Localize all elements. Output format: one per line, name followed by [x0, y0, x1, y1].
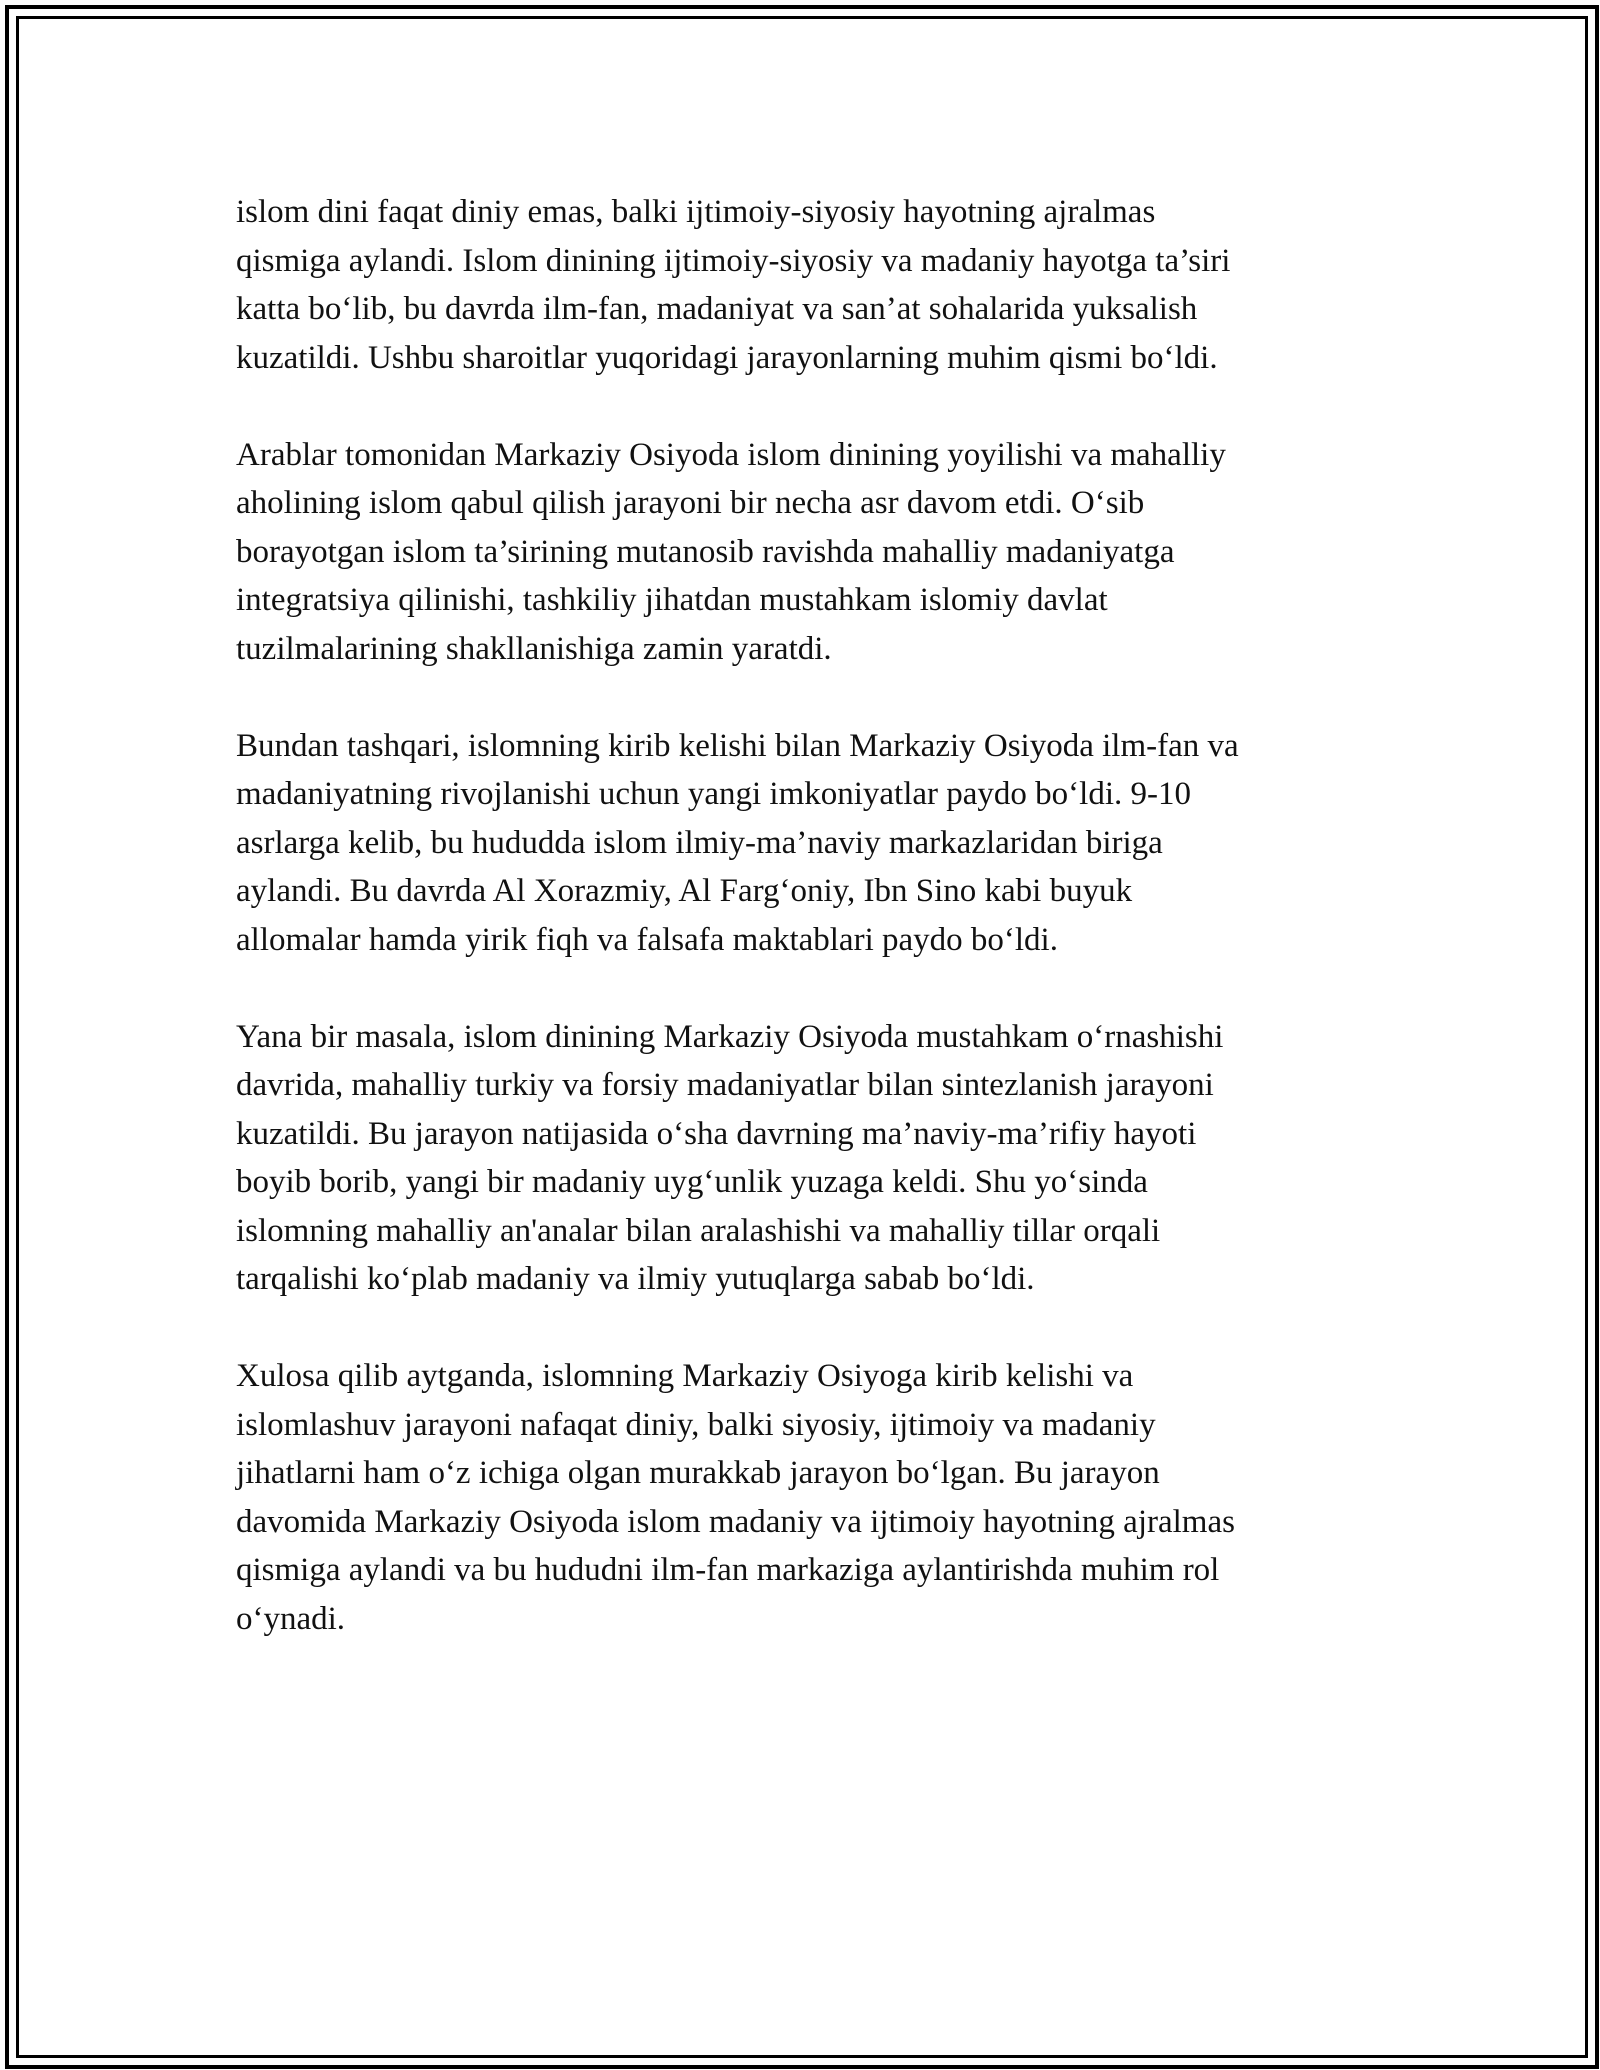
- text-line: Arablar tomonidan Markaziy Osiyoda islom dinining yoyilishi va mahalliy: [236, 436, 1226, 473]
- paragraph-3: [236, 722, 1366, 965]
- text-line: davomida Markaziy Osiyoda islom madaniy va ijtimoiy hayotning ajralmas: [236, 1503, 1235, 1540]
- text-line: katta bo‘lib, bu davrda ilm-fan, madaniyat va san’at sohalarida yuksalish: [236, 291, 1198, 327]
- text-line: qismiga aylandi. Islom dinining ijtimoiy-siyosiy va madaniy hayotga ta’siri: [236, 242, 1231, 279]
- text-line: Yana bir masala, islom dinining Markaziy Osiyoda mustahkam o‘rnashishi: [236, 1018, 1224, 1055]
- text-line: davrida, mahalliy turkiy va forsiy madaniyatlar bilan sintezlanish jarayoni: [236, 1067, 1214, 1103]
- text-line: islom dini faqat diniy emas, balki ijtimoiy-siyosiy hayotning ajralmas: [236, 194, 1156, 230]
- text-line: integratsiya qilinishi, tashkiliy jihatdan mustahkam islomiy davlat: [236, 582, 1108, 618]
- text-line: islomlashuv jarayoni nafaqat diniy, balki siyosiy, ijtimoiy va madaniy: [236, 1406, 1156, 1443]
- text-line: madaniyatning rivojlanishi uchun yangi imkoniyatlar paydo bo‘ldi. 9-10: [236, 776, 1191, 812]
- text-line: tarqalishi ko‘plab madaniy va ilmiy yutuqlarga sabab bo‘ldi.: [236, 1261, 1035, 1297]
- text-line: allomalar hamda yirik fiqh va falsafa maktablari paydo bo‘ldi.: [236, 921, 1058, 958]
- text-line: jihatlarni ham o‘z ichiga olgan murakkab jarayon bo‘lgan. Bu jarayon: [236, 1455, 1160, 1491]
- paragraph-2: [236, 431, 1366, 674]
- document-body: [236, 188, 1366, 1692]
- text-line: tuzilmalarining shakllanishiga zamin yaratdi.: [236, 630, 832, 667]
- paragraph-1: [236, 188, 1366, 382]
- text-line: aholining islom qabul qilish jarayoni bir necha asr davom etdi. O‘sib: [236, 485, 1145, 521]
- text-line: qismiga aylandi va bu hududni ilm-fan markaziga aylantirishda muhim rol: [236, 1552, 1220, 1588]
- paragraph-4: [236, 1013, 1366, 1304]
- text-line: Xulosa qilib aytganda, islomning Markaziy Osiyoga kirib kelishi va: [236, 1358, 1134, 1394]
- text-line: borayotgan islom ta’sirining mutanosib ravishda mahalliy madaniyatga: [236, 533, 1175, 570]
- text-line: kuzatildi. Ushbu sharoitlar yuqoridagi jarayonlarning muhim qismi bo‘ldi.: [236, 339, 1218, 376]
- text-line: Bundan tashqari, islomning kirib kelishi bilan Markaziy Osiyoda ilm-fan va: [236, 727, 1239, 764]
- text-line: asrlarga kelib, bu hududda islom ilmiy-ma’naviy markazlaridan biriga: [236, 824, 1163, 861]
- text-line: aylandi. Bu davrda Al Xorazmiy, Al Farg‘oniy, Ibn Sino kabi buyuk: [236, 873, 1133, 909]
- text-line: islomning mahalliy an'analar bilan aralashishi va mahalliy tillar orqali: [236, 1212, 1161, 1249]
- text-line: o‘ynadi.: [236, 1600, 346, 1637]
- paragraph-5: [236, 1352, 1366, 1643]
- text-line: kuzatildi. Bu jarayon natijasida o‘sha davrning ma’naviy-ma’rifiy hayoti: [236, 1115, 1197, 1152]
- text-line: boyib borib, yangi bir madaniy uyg‘unlik yuzaga keldi. Shu yo‘sinda: [236, 1164, 1148, 1200]
